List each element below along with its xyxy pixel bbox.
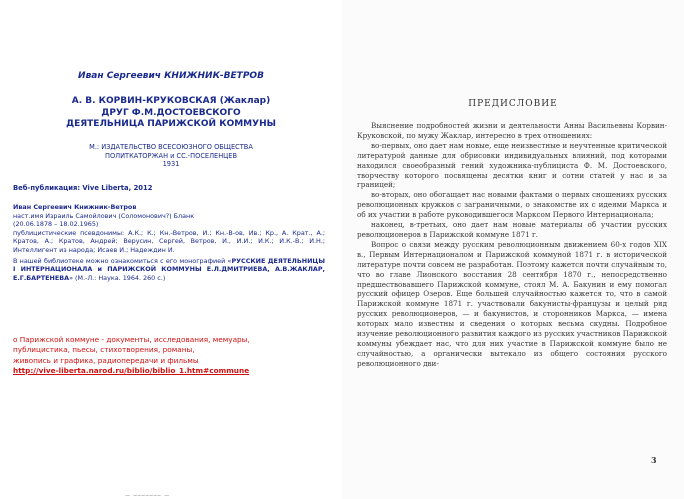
paragraph: во-вторых, оно обогащает нас новыми фактами о первых сношениях русских революционных кружков с заграничными, о знакомстве их с идеями Маркса и об их участии в работе руководившегося Марксом Первого Интернационала; — [357, 190, 667, 220]
bio-dates: (20.06.1878 – 18.02.1965) — [13, 220, 99, 229]
library-note: В нашей библиотеке можно ознакомиться с его монографией «РУССКИЕ ДЕЯТЕЛЬНИЦЫ I ИНТЕРНАЦИОНАЛА и ПАРИЖСКОЙ КОММУНЫ Е.Л.ДМИТРИЕВА, А.В.ЖАКЛАР, Е.Г.БАРТЕНЕВА» (М.-Л.: Наука. 1964. 260 с.) — [13, 256, 325, 282]
paragraph: во-первых, оно дает нам новые, еще неизвестные и неучтенные критической литературой данные для обрисовки индивидуальных влияний, под которыми находился своеобразный гений художника-публициста Ф. М. Достоевского, творчеству которого посвящены десятки книг и сотни статей у нас и за границей; — [357, 140, 667, 190]
bio-pseudonyms: публицистические псевдонимы: А.К.; К.; Кн.-Ветров, И.; Кн.-В-ов, Ив.; Кр., А. Крат., А.; Кратов, А.; Кратов, Андрей; Верусин, Сергей, Ветров, И., И.И.; И.К.; И.К.-В.; И.Н.; Интеллигент из народа; Исаев И.; Надеждин И. — [13, 228, 325, 254]
red-line: публицистика, пьесы, стихотворения, романы, — [13, 345, 195, 355]
author-bio — [13, 203, 325, 284]
title-line: ДЕЯТЕЛЬНИЦА ПАРИЖСКОЙ КОММУНЫ — [66, 119, 276, 129]
publisher-info — [10, 143, 332, 169]
footer-mark: — ─────── — — [125, 493, 171, 499]
paragraph: наконец, в-третьих, оно дает нам новые материалы об участии русских революционеров в Парижской коммуне 1871 г. — [357, 220, 667, 239]
book-title — [10, 96, 332, 131]
monograph-title[interactable]: РУССКИЕ ДЕЯТЕЛЬНИЦЫ I ИНТЕРНАЦИОНАЛА и ПАРИЖСКОЙ КОММУНЫ Е.Л.ДМИТРИЕВА, А.В.ЖАКЛАР, Е.Г.БАРТЕНЕВА — [13, 256, 325, 282]
publisher-line: ПОЛИТКАТОРЖАН и СС.-ПОСЕЛЕНЦЕВ — [105, 151, 237, 160]
bio-real-name: наст.имя Израиль Самойлович (Соломонович?) Бланк — [13, 211, 195, 220]
page-number: 3 — [651, 455, 657, 465]
publication-year: 1931 — [162, 160, 180, 169]
publisher-line: М.: ИЗДАТЕЛЬСТВО ВСЕСОЮЗНОГО ОБЩЕСТВА — [89, 143, 253, 151]
scanned-page — [342, 0, 684, 499]
commune-library-link[interactable]: http://vive-liberta.narod.ru/biblio/biblio_1.htm#commune — [13, 365, 250, 375]
red-line: живопись и графика, радиопередачи и фильмы — [13, 355, 199, 365]
title-line: А. В. КОРВИН-КРУКОВСКАЯ (Жаклар) — [71, 96, 271, 106]
paragraph: Вопрос о связи между русским революционным движением 60-х годов XIX в., Первым Интернационалом и Парижской коммуной 1871 г. в исторической литературе почти совсем не разработан. Поэтому кажется почти случайным то, что во главе Лионского восстания 28 сентября 1870 г., непосредственно предшествовавшего Парижской коммуне, стоял М. А. Бакунин и ему помогал русский офицер Озеров. Еще большей случайностью кажется то, что в самой Парижской коммуне 1871 г. участвовали бакунисты-французы и целый ряд русских революционеров, — и бакунистов, и сторонников Маркса, — имена которых мало известны и сведения о которых весьма скудны. Подробное изучение революционного развития каждого из русских участников Парижской коммуны убеждает нас, что для них участие в Парижской коммуне было не случайностью, а органически вытекало из общего состояния русского революционного дви- — [357, 239, 667, 368]
red-line: о Парижской коммуне - документы, исследования, мемуары, — [13, 335, 250, 344]
commune-library-note — [13, 335, 328, 376]
author-name: Иван Сергеевич КНИЖНИК-ВЕТРОВ — [78, 71, 264, 81]
preface-text — [357, 121, 667, 369]
title-line: ДРУГ Ф.М.ДОСТОЕВСКОГО — [101, 107, 241, 118]
paragraph: Выяснение подробностей жизни и деятельности Анны Васильевны Корвин-Круковской, по мужу Жаклар, интересно в трех отношениях: — [357, 121, 667, 140]
web-publication: Веб-публикация: Vive Liberta, 2012 — [13, 184, 153, 192]
bio-name: Иван Сергеевич Книжник-Ветров — [13, 203, 137, 211]
preface-heading: ПРЕДИСЛОВИЕ — [468, 99, 558, 109]
